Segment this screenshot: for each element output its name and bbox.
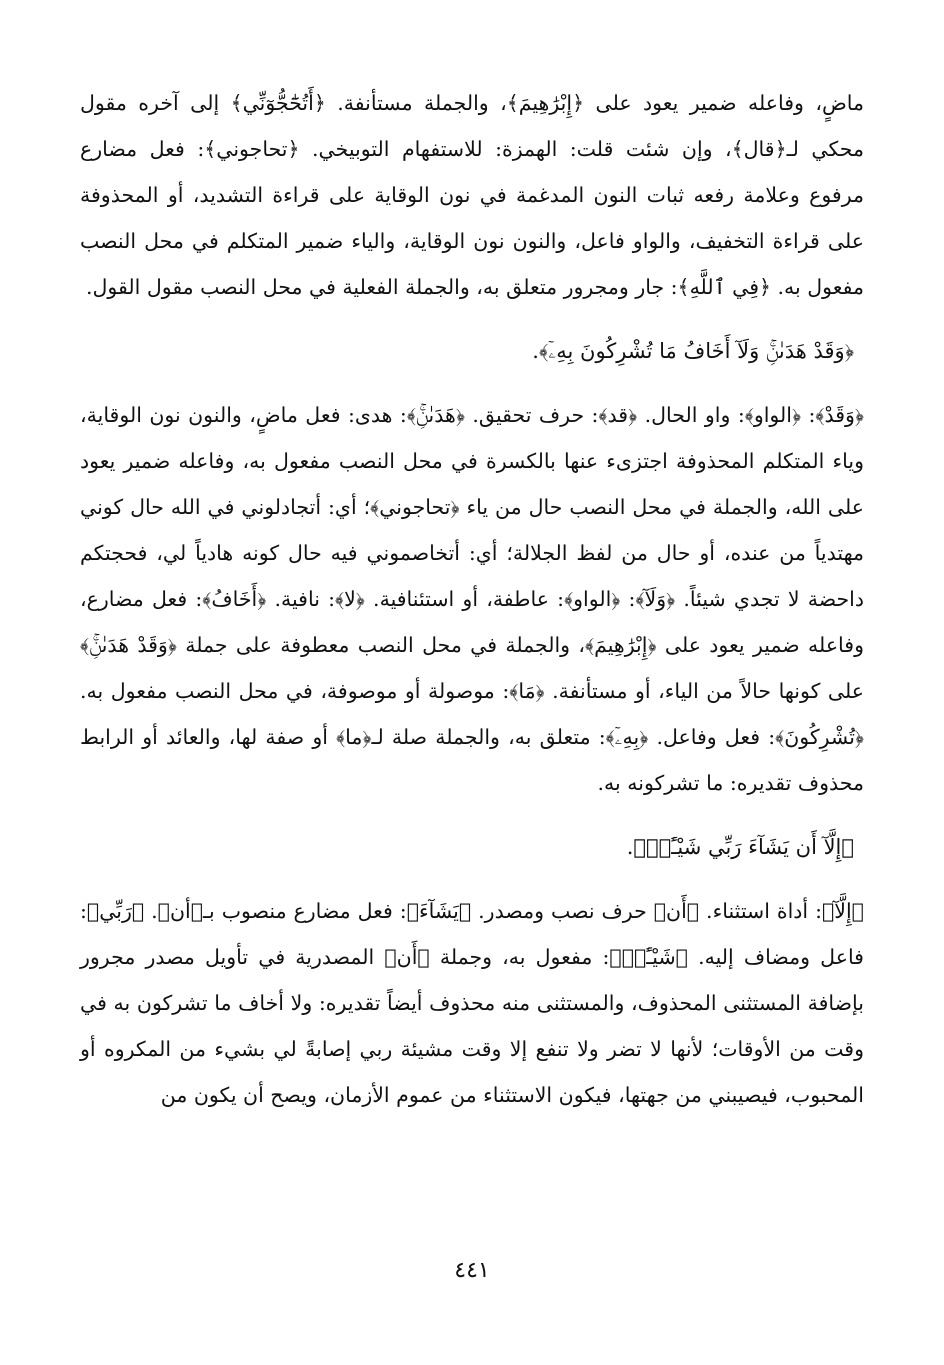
page-number: ٤٤١ — [454, 1258, 490, 1283]
paragraph-2: ﴿وَقَدْ﴾: ﴿الواو﴾: واو الحال. ﴿قد﴾: حرف تحقيق. ﴿هَدَىٰنِۚ﴾: هدى: فعل ماضٍ، والنون نون الوقاية، وياء المتكلم المحذوفة اجتزىء عنها بالكسرة في محل النصب مفعول به، وفاعله ضمير يعود على الله، والجملة في محل النصب حال من ياء ﴿تحاجوني﴾؛ أي: أتجادلوني في الله حال كوني مهتدياً من عنده، أو حال من لفظ الجلالة؛ أي: أتخاصموني فيه حال كونه هادياً لي، فحجتكم داحضة لا تجدي شيئاً. ﴿وَلَآ﴾: ﴿الواو﴾: عاطفة، أو استئنافية. ﴿لا﴾: نافية. ﴿أَخَافُ﴾: فعل مضارع، وفاعله ضمير يعود على ﴿إِبْرَٰهِيمَ﴾، والجملة في محل النصب معطوفة على جملة ﴿وَقَدْ هَدَىٰنِۚ﴾ على كونها حالاً من الياء، أو مستأنفة. ﴿مَا﴾: موصولة أو موصوفة، في محل النصب مفعول به. ﴿تُشْرِكُونَ﴾: فعل وفاعل. ﴿بِهِۦٓ﴾: متعلق به، والجملة صلة لـ﴿ما﴾ أو صفة لها، والعائد أو الرابط محذوف تقديره: ما تشركونه به. — [80, 403, 864, 795]
quran-verse-1: ﴿وَقَدْ هَدَىٰنِۚ وَلَآ أَخَافُ مَا تُشْرِكُونَ بِهِۦٓ﴾. — [532, 339, 854, 363]
paragraph-3: ﴿إِلَّآ﴾: أداة استثناء. ﴿أَن﴾ حرف نصب ومصدر. ﴿يَشَآءَ﴾: فعل مضارع منصوب بـ﴿أن﴾. ﴿رَبِّي﴾: فاعل ومضاف إليه. ﴿شَيْـًٔاۗ﴾: مفعول به، وجملة ﴿أَن﴾ المصدرية في تأويل مصدر مجرور بإضافة المستثنى المحذوف، والمستثنى منه محذوف أيضاً تقديره: ولا أخاف ما تشركون به في وقت من الأوقات؛ لأنها لا تضر ولا تنفع إلا وقت مشيئة ربي إصابةً لي بشيء من المكروه أو المحبوب، فيصيبني من جهتها، فيكون الاستثناء من عموم الأزمان، ويصح أن يكون من — [80, 899, 864, 1107]
page-body — [80, 80, 864, 1118]
quran-verse-2: ﴿إِلَّآ أَن يَشَآءَ رَبِّي شَيْـًٔاۗ﴾. — [626, 835, 854, 859]
paragraph-1: ماضٍ، وفاعله ضمير يعود على ﴿إِبْرَٰهِيمَ﴾، والجملة مستأنفة. ﴿أَتُحَٰٓجُّوٓنِّي﴾ إلى آخره مقول محكي لـ﴿قال﴾، وإن شئت قلت: الهمزة: للاستفهام التوبيخي. ﴿تحاجوني﴾: فعل مضارع مرفوع وعلامة رفعه ثبات النون المدغمة في نون الوقاية على قراءة التشديد، أو المحذوفة على قراءة التخفيف، والواو فاعل، والنون نون الوقاية، والياء ضمير المتكلم في محل النصب مفعول به. ﴿فِي ٱللَّهِ﴾: جار ومجرور متعلق به، والجملة الفعلية في محل النصب مقول القول. — [80, 91, 864, 299]
